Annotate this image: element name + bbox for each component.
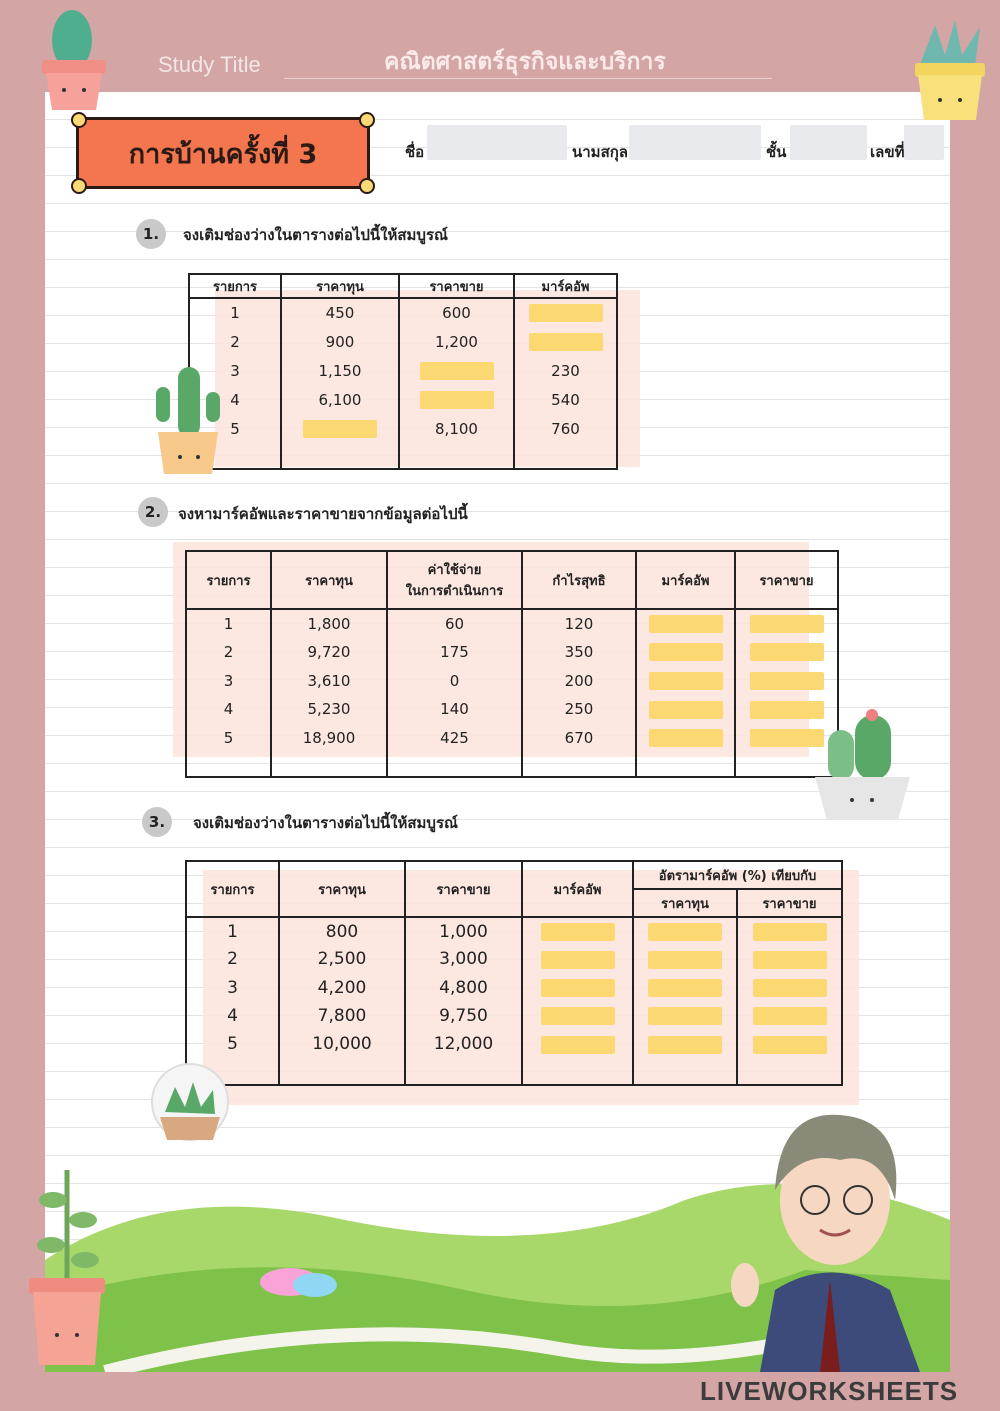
answer-cell	[514, 327, 617, 356]
col-header: มาร์คอัพ	[636, 551, 735, 609]
answer-cell	[633, 945, 737, 973]
table-cell: 4	[186, 1002, 279, 1030]
table-cell: 4	[186, 695, 271, 724]
table-cell: 540	[514, 385, 617, 414]
table-cell: 2	[186, 638, 271, 667]
table-cell: 8,100	[399, 414, 514, 443]
table-cell	[281, 443, 399, 469]
answer-input[interactable]	[649, 643, 723, 661]
subject-title: คณิตศาสตร์ธุรกิจและบริการ	[384, 49, 666, 75]
banner-corner	[71, 178, 87, 194]
answer-input[interactable]	[649, 701, 723, 719]
table-cell: 10,000	[279, 1030, 405, 1058]
answer-input[interactable]	[529, 333, 603, 351]
answer-input[interactable]	[649, 672, 723, 690]
answer-cell	[633, 917, 737, 945]
table-row	[189, 327, 617, 356]
table-cell	[399, 443, 514, 469]
answer-input[interactable]	[303, 420, 377, 438]
table-cell: 5	[189, 414, 281, 443]
answer-cell	[737, 974, 842, 1002]
answer-input[interactable]	[648, 951, 722, 969]
teacher-character-illustration	[720, 1090, 950, 1372]
table-cell: 4	[189, 385, 281, 414]
table-cell	[514, 443, 617, 469]
table-row-spacer	[186, 752, 838, 777]
table-cell: 12,000	[405, 1030, 522, 1058]
table-cell	[522, 752, 636, 777]
answer-cell	[737, 945, 842, 973]
class-input[interactable]	[790, 125, 867, 160]
answer-cell	[522, 1002, 633, 1030]
table-cell: 3	[189, 356, 281, 385]
answer-input[interactable]	[529, 304, 603, 322]
question-1-table	[188, 273, 618, 470]
table-cell: 1,200	[399, 327, 514, 356]
table-cell: 60	[387, 609, 522, 638]
table-cell: 2	[189, 327, 281, 356]
table-cell: 3,000	[405, 945, 522, 973]
col-header: รายการ	[189, 274, 281, 298]
table-cell: 1,000	[405, 917, 522, 945]
table-cell: 760	[514, 414, 617, 443]
question-1-number: 1.	[136, 219, 166, 249]
answer-input[interactable]	[541, 979, 615, 997]
answer-cell	[399, 385, 514, 414]
table-cell: 450	[281, 298, 399, 327]
answer-input[interactable]	[541, 1036, 615, 1054]
table-row	[186, 917, 842, 945]
answer-cell	[522, 1030, 633, 1058]
answer-input[interactable]	[649, 615, 723, 633]
table-cell: 4,200	[279, 974, 405, 1002]
table-cell: 900	[281, 327, 399, 356]
answer-input[interactable]	[649, 729, 723, 747]
table-row	[189, 414, 617, 443]
table-row	[186, 609, 838, 638]
question-2-number: 2.	[138, 497, 168, 527]
answer-input[interactable]	[753, 923, 827, 941]
plant-pot-icon	[25, 1160, 110, 1370]
answer-cell	[281, 414, 399, 443]
table-cell: 1	[186, 917, 279, 945]
col-header: ราคาทุน	[271, 551, 387, 609]
table-cell	[633, 1059, 737, 1085]
answer-cell	[737, 1002, 842, 1030]
table-row	[186, 974, 842, 1002]
answer-input[interactable]	[750, 672, 824, 690]
banner-corner	[359, 112, 375, 128]
answer-cell	[514, 298, 617, 327]
table-row	[186, 695, 838, 724]
answer-input[interactable]	[420, 362, 494, 380]
table-cell: 800	[279, 917, 405, 945]
answer-cell	[737, 1030, 842, 1058]
title-underline	[284, 78, 772, 79]
surname-label: นามสกุล	[572, 143, 628, 161]
col-header: ราคาขาย	[735, 551, 838, 609]
table-cell	[636, 752, 735, 777]
answer-input[interactable]	[648, 1007, 722, 1025]
table-row	[189, 356, 617, 385]
table-cell	[387, 752, 522, 777]
table-row	[186, 724, 838, 753]
table-cell: 6,100	[281, 385, 399, 414]
answer-input[interactable]	[648, 1036, 722, 1054]
answer-cell	[633, 1030, 737, 1058]
answer-cell	[522, 917, 633, 945]
table-cell	[737, 1059, 842, 1085]
answer-cell	[522, 945, 633, 973]
table-cell: 600	[399, 298, 514, 327]
col-header: ราคาทุน	[281, 274, 399, 298]
table-cell: 250	[522, 695, 636, 724]
table-cell: 5,230	[271, 695, 387, 724]
homework-banner	[76, 117, 370, 189]
terrarium-icon	[145, 1062, 255, 1147]
table-cell: 140	[387, 695, 522, 724]
number-input[interactable]	[904, 125, 944, 160]
table-cell: 0	[387, 666, 522, 695]
question-1-text: จงเติมช่องว่างในตารางต่อไปนี้ให้สมบูรณ์	[183, 226, 448, 244]
table-cell: 1	[186, 609, 271, 638]
table-row	[186, 666, 838, 695]
table-cell: 2	[186, 945, 279, 973]
answer-input[interactable]	[420, 391, 494, 409]
surname-input[interactable]	[629, 125, 761, 160]
table-cell: 3,610	[271, 666, 387, 695]
col-header: ราคาทุน	[279, 861, 405, 917]
table-cell: 2,500	[279, 945, 405, 973]
table-cell: 1,150	[281, 356, 399, 385]
col-header: ราคาทุน	[633, 889, 737, 917]
answer-cell	[735, 666, 838, 695]
cactus-pot-icon	[148, 362, 228, 480]
answer-input[interactable]	[753, 1007, 827, 1025]
answer-cell	[636, 695, 735, 724]
table-cell: 1	[189, 298, 281, 327]
answer-input[interactable]	[750, 643, 824, 661]
col-header-line: ในการดำเนินการ	[405, 584, 504, 599]
table-cell: 3	[186, 666, 271, 695]
table-cell: 3	[186, 974, 279, 1002]
col-header: รายการ	[186, 551, 271, 609]
answer-input[interactable]	[648, 923, 722, 941]
table-cell	[522, 1059, 633, 1085]
col-header: กำไรสุทธิ	[522, 551, 636, 609]
answer-cell	[522, 974, 633, 1002]
table-row	[189, 298, 617, 327]
answer-cell	[399, 356, 514, 385]
table-cell: 200	[522, 666, 636, 695]
homework-title: การบ้านครั้งที่ 3	[128, 138, 318, 170]
banner-corner	[359, 178, 375, 194]
answer-cell	[636, 638, 735, 667]
answer-input[interactable]	[648, 979, 722, 997]
table-cell: 175	[387, 638, 522, 667]
col-header	[387, 551, 522, 609]
question-2-table	[185, 550, 839, 778]
col-header: มาร์คอัพ	[522, 861, 633, 917]
col-header: ราคาขาย	[737, 889, 842, 917]
table-cell	[279, 1059, 405, 1085]
answer-cell	[735, 638, 838, 667]
table-row	[186, 1002, 842, 1030]
table-row	[189, 385, 617, 414]
table-cell: 9,720	[271, 638, 387, 667]
table-cell	[405, 1059, 522, 1085]
table-cell	[186, 752, 271, 777]
col-header: ราคาขาย	[399, 274, 514, 298]
table-cell: 1,800	[271, 609, 387, 638]
col-header-group: อัตรามาร์คอัพ (%) เทียบกับ	[633, 861, 842, 889]
table-cell: 120	[522, 609, 636, 638]
question-3-table	[185, 860, 843, 1086]
cactus-pot-icon	[22, 5, 112, 115]
answer-cell	[633, 974, 737, 1002]
answer-cell	[636, 724, 735, 753]
answer-input[interactable]	[753, 951, 827, 969]
question-2-text: จงหามาร์คอัพและราคาขายจากข้อมูลต่อไปนี้	[178, 505, 468, 523]
succulent-pot-icon	[900, 15, 995, 125]
table-row	[186, 945, 842, 973]
answer-cell	[636, 666, 735, 695]
answer-input[interactable]	[541, 923, 615, 941]
answer-cell	[735, 609, 838, 638]
table-row	[186, 638, 838, 667]
answer-cell	[636, 609, 735, 638]
table-cell: 4,800	[405, 974, 522, 1002]
table-row-spacer	[189, 443, 617, 469]
answer-input[interactable]	[753, 979, 827, 997]
answer-input[interactable]	[750, 615, 824, 633]
liveworksheets-logo: LIVEWORKSHEETS	[700, 1376, 959, 1406]
col-header-line: ค่าใช้จ่าย	[427, 563, 482, 578]
table-cell: 425	[387, 724, 522, 753]
question-3-text: จงเติมช่องว่างในตารางต่อไปนี้ให้สมบูรณ์	[193, 814, 458, 832]
answer-cell	[633, 1002, 737, 1030]
cactus-pot-icon	[810, 705, 915, 825]
banner-corner	[71, 112, 87, 128]
answer-input[interactable]	[541, 1007, 615, 1025]
answer-input[interactable]	[541, 951, 615, 969]
col-header: ราคาขาย	[405, 861, 522, 917]
table-cell: 350	[522, 638, 636, 667]
table-cell: 5	[186, 1030, 279, 1058]
table-cell: 5	[186, 724, 271, 753]
table-row	[186, 1030, 842, 1058]
table-cell: 670	[522, 724, 636, 753]
answer-cell	[737, 917, 842, 945]
col-header: รายการ	[186, 861, 279, 917]
table-cell	[271, 752, 387, 777]
table-cell: 9,750	[405, 1002, 522, 1030]
study-title-label: Study Title	[158, 52, 261, 77]
name-input[interactable]	[427, 125, 567, 160]
table-row-spacer	[186, 1059, 842, 1085]
table-cell: 7,800	[279, 1002, 405, 1030]
name-label: ชื่อ	[405, 143, 425, 161]
number-label: เลขที่	[870, 143, 905, 161]
col-header: มาร์คอัพ	[514, 274, 617, 298]
table-cell: 230	[514, 356, 617, 385]
class-label: ชั้น	[766, 143, 787, 161]
table-cell: 18,900	[271, 724, 387, 753]
answer-input[interactable]	[753, 1036, 827, 1054]
question-3-number: 3.	[142, 807, 172, 837]
